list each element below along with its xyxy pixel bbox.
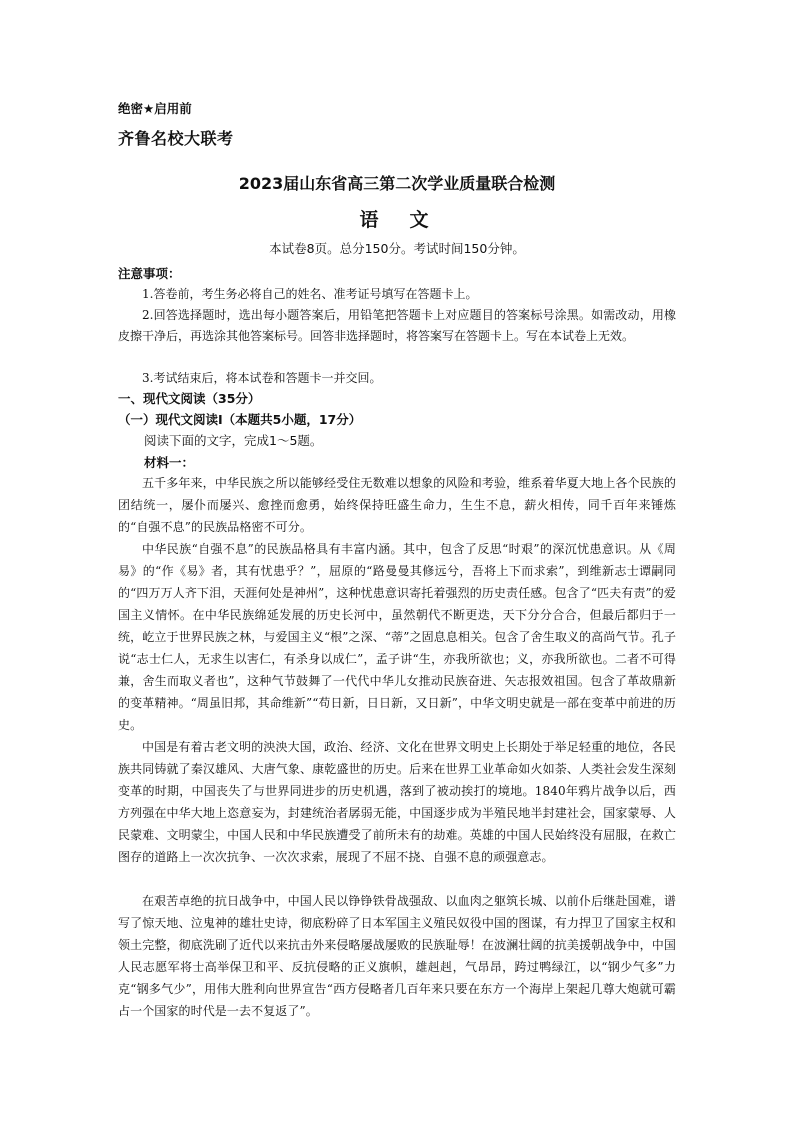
section-title: 一、现代文阅读（35分） xyxy=(118,391,261,406)
note-item: 1.答卷前，考生务必将自己的姓名、准考证号填写在答题卡上。 xyxy=(142,287,478,301)
paragraph: 中华民族“自强不息”的民族品格具有丰富内涵。其中，包含了反思“时艰”的深沉忧患意识。从《周易》的“作《易》者，其有忧患乎？”，屈原的“路曼曼其修远兮，吾将上下而求索”，到维新志士谭嗣同的“四万万人齐下泪，天涯何处是神州”，这种忧患意识寄托着强烈的历史责任感。包含了“匹夫有责”的爱国主义情怀。在中华民族绵延发展的历史长河中，虽然朝代不断更迭，天下分分合合，但最后都归于一统，屹立于世界民族之林，与爱国主义“根”之深、“蒂”之固息息相关。包含了舍生取义的高尚气节。孔子说“志士仁人，无求生以害仁，有杀身以成仁”，孟子讲“生，亦我所欲也；义，亦我所欲也。二者不可得兼，舍生而取义者也”，这种气节鼓舞了一代代中华儿女推动民族奋进、矢志报效祖国。包含了革故鼎新的变革精神。“周虽旧邦，其命维新”“苟日新，日日新，又日新”，中华文明史就是一部在变革中前进的历史。 xyxy=(118,542,676,732)
exam-title: 2023届山东省高三第二次学业质量联合检测 xyxy=(238,174,556,193)
note-item: 3.考试结束后，将本试卷和答题卡一并交回。 xyxy=(142,371,382,385)
material-label: 材料一： xyxy=(144,455,195,470)
league-name: 齐鲁名校大联考 xyxy=(118,129,234,148)
secret-label: 绝密★启用前 xyxy=(118,101,192,116)
paragraph: 中国是有着古老文明的泱泱大国，政治、经济、文化在世界文明史上长期处于举足轻重的地位，各民族共同铸就了秦汉雄风、大唐气象、康乾盛世的历史。后来在世界工业革命如火如荼、人类社会发生深刻变革的时期，中国丧失了与世界同进步的历史机遇，落到了被动挨打的境地。1840年鸦片战争以后，西方列强在中华大地上恣意妄为，封建统治者孱弱无能，中国逐步成为半殖民地半封建社会，国家蒙辱、人民蒙难、文明蒙尘，中国人民和中华民族遭受了前所未有的劫难。英雄的中国人民始终没有屈服，在救亡图存的道路上一次次抗争、一次次求索，展现了不屈不挠、自强不息的顽强意志。 xyxy=(118,740,676,864)
exam-info: 本试卷8页。总分150分。考试时间150分钟。 xyxy=(269,241,525,256)
note-item: 2.回答选择题时，选出每小题答案后，用铅笔把答题卡上对应题目的答案标号涂黑。如需改动，用橡皮擦干净后，再选涂其他答案标号。回答非选择题时，将答案写在答题卡上。写在本试卷上无效。 xyxy=(118,308,676,343)
subsection-title: （一）现代文阅读Ⅰ（本题共5小题，17分） xyxy=(118,412,362,427)
paragraph: 五千多年来，中华民族之所以能够经受住无数难以想象的风险和考验，维系着华夏大地上各个民族的团结统一，屡仆而屡兴、愈挫而愈勇，始终保持旺盛生命力，生生不息，薪火相传，同千百年来锤炼的“自强不息”的民族品格密不可分。 xyxy=(118,476,676,534)
paragraph: 在艰苦卓绝的抗日战争中，中国人民以铮铮铁骨战强敌、以血肉之躯筑长城、以前仆后继赴国难，谱写了惊天地、泣鬼神的雄壮史诗，彻底粉碎了日本军国主义殖民奴役中国的图谋，有力捍卫了国家主权和领土完整，彻底洗刷了近代以来抗击外来侵略屡战屡败的民族耻辱！在波澜壮阔的抗美援朝战争中，中国人民志愿军将士高举保卫和平、反抗侵略的正义旗帜，雄赳赳，气昂昂，跨过鸭绿江，以“钢少气多”力克“钢多气少”，用伟大胜利向世界宣告“西方侵略者几百年来只要在东方一个海岸上架起几尊大炮就可霸占一个国家的时代是一去不复返了”。 xyxy=(118,894,676,1018)
notes-heading: 注意事项： xyxy=(118,266,181,281)
instruction: 阅读下面的文字，完成1～5题。 xyxy=(144,433,323,448)
subject-title: 语 文 xyxy=(359,209,435,231)
